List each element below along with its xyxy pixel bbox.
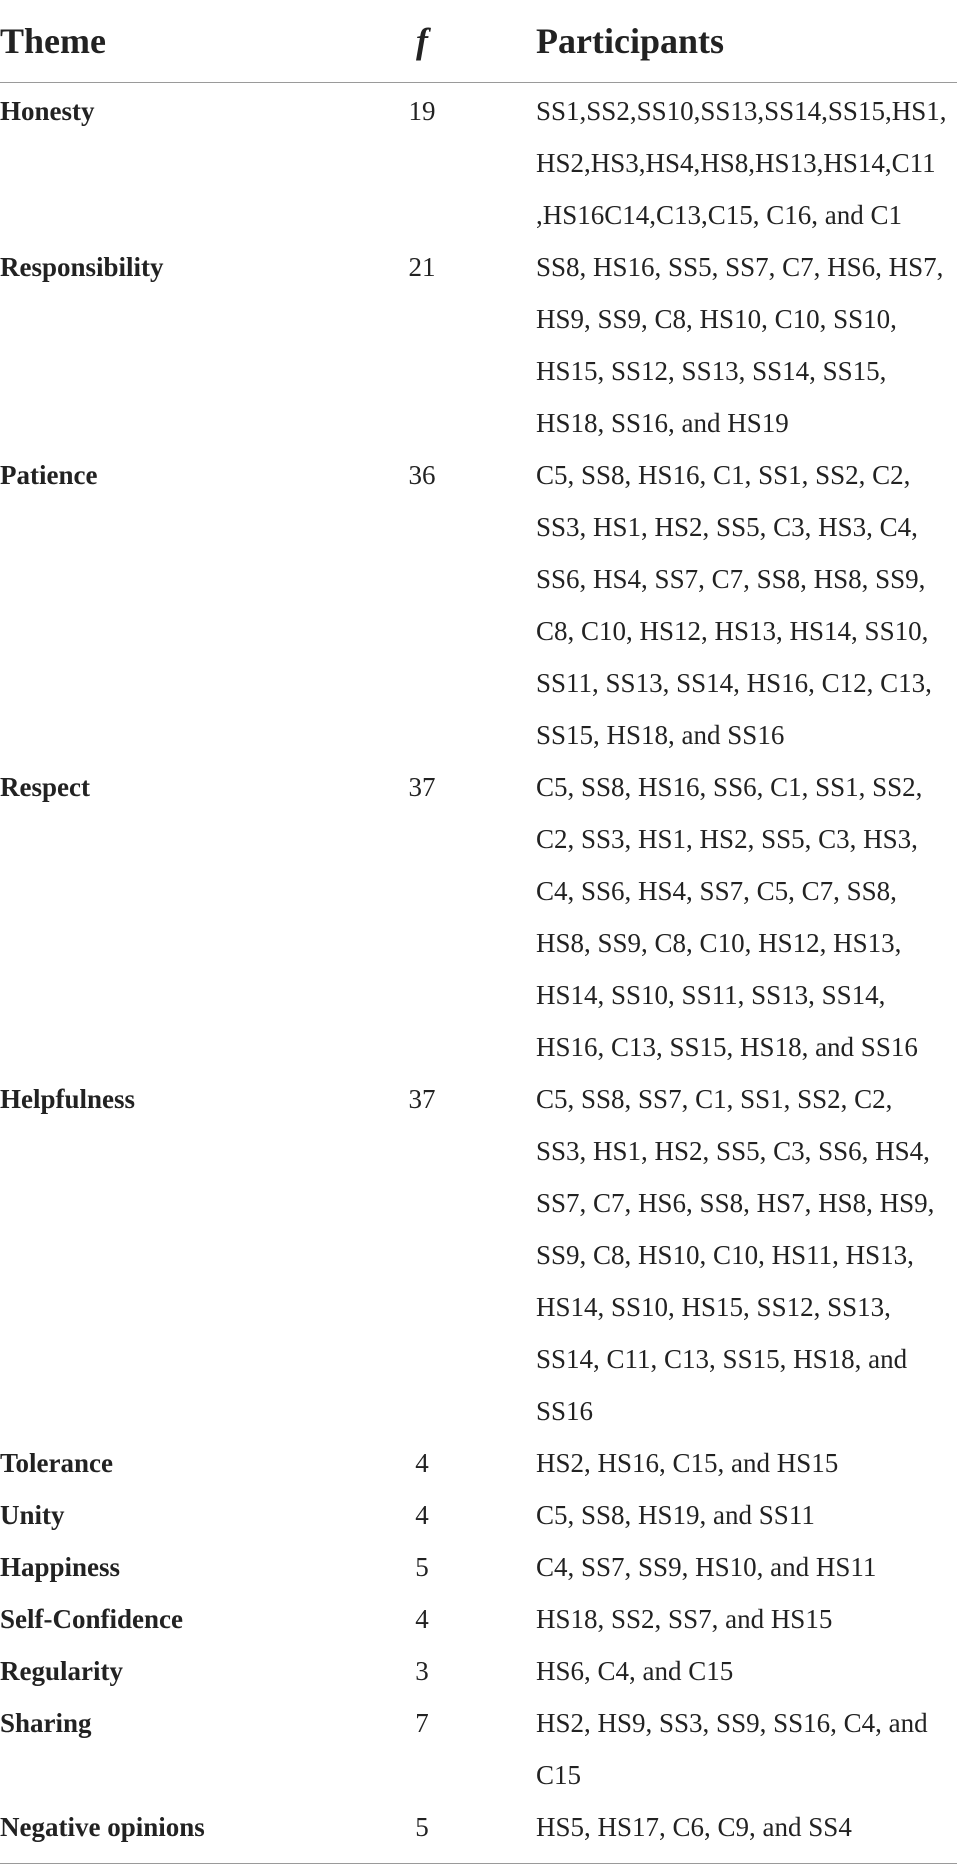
frequency-value: 36 — [408, 460, 436, 490]
header-row — [0, 0, 957, 83]
frequency-value: 37 — [408, 772, 436, 802]
table-row — [0, 1073, 957, 1437]
theme-cell: Patience — [0, 460, 98, 490]
participants-cell: HS6, C4, and C15 — [536, 1656, 734, 1686]
theme-cell: Self-Confidence — [0, 1604, 183, 1634]
theme-cell: Regularity — [0, 1656, 123, 1686]
frequency-cell — [402, 241, 536, 449]
header-theme: Theme — [0, 0, 402, 83]
table-row — [0, 1437, 957, 1489]
participants-cell: HS5, HS17, C6, C9, and SS4 — [536, 1801, 957, 1864]
frequency-value: 7 — [415, 1708, 429, 1738]
participants-cell: SS1,SS2,SS10,SS13,SS14,SS15,HS1, HS2,HS3,HS4,HS8,HS13,HS14,C11 ,HS16C14,C13,C15, C16, and C1 — [536, 96, 947, 230]
table-row — [0, 1697, 957, 1801]
table-row — [0, 449, 957, 761]
theme-cell: Responsibility — [0, 252, 164, 282]
header-frequency-label: f — [416, 21, 428, 61]
theme-cell: Respect — [0, 772, 90, 802]
table-header — [0, 0, 957, 83]
table-row — [0, 1645, 957, 1697]
table-row — [0, 1541, 957, 1593]
frequency-cell — [402, 83, 536, 242]
frequency-value: 19 — [408, 96, 436, 126]
frequency-value: 4 — [415, 1500, 429, 1530]
frequency-value: 21 — [408, 252, 436, 282]
frequency-cell — [402, 761, 536, 1073]
frequency-value: 5 — [415, 1552, 429, 1582]
frequency-cell — [402, 1645, 536, 1697]
frequency-cell — [402, 1593, 536, 1645]
frequency-value: 3 — [415, 1656, 429, 1686]
theme-cell: Sharing — [0, 1708, 92, 1738]
table-row — [0, 1801, 957, 1864]
participants-cell: SS8, HS16, SS5, SS7, C7, HS6, HS7, HS9, SS9, C8, HS10, C10, SS10, HS15, SS12, SS13, SS14, SS15, HS18, SS16, and HS19 — [536, 252, 944, 438]
frequency-value: 37 — [408, 1084, 436, 1114]
theme-cell: Happiness — [0, 1552, 121, 1582]
table-row — [0, 1489, 957, 1541]
theme-cell: Unity — [0, 1500, 65, 1530]
participants-cell: C5, SS8, SS7, C1, SS1, SS2, C2, SS3, HS1, HS2, SS5, C3, SS6, HS4, SS7, C7, HS6, SS8, HS7, HS8, HS9, SS9, C8, HS10, C10, HS11, HS13, HS14, SS10, HS15, SS12, SS13, SS14, C11, C13, SS15, HS18, and SS16 — [536, 1084, 935, 1426]
theme-cell: Honesty — [0, 96, 95, 126]
frequency-value: 4 — [415, 1604, 429, 1634]
theme-cell: Tolerance — [0, 1448, 113, 1478]
frequency-cell — [402, 1073, 536, 1437]
table-body — [0, 83, 957, 1864]
frequency-value: 4 — [415, 1448, 429, 1478]
participants-cell: C5, SS8, HS19, and SS11 — [536, 1500, 815, 1530]
frequency-cell — [402, 1801, 536, 1864]
participants-cell: C4, SS7, SS9, HS10, and HS11 — [536, 1552, 877, 1582]
frequency-cell — [402, 1541, 536, 1593]
participants-cell: C5, SS8, HS16, SS6, C1, SS1, SS2, C2, SS3, HS1, HS2, SS5, C3, HS3, C4, SS6, HS4, SS7, C5, C7, SS8, HS8, SS9, C8, C10, HS12, HS13, HS14, SS10, SS11, SS13, SS14, HS16, C13, SS15, HS18, and SS16 — [536, 772, 923, 1062]
participants-cell: HS2, HS9, SS3, SS9, SS16, C4, and C15 — [536, 1708, 928, 1790]
frequency-cell — [402, 1489, 536, 1541]
frequency-cell — [402, 1437, 536, 1489]
table-row — [0, 1593, 957, 1645]
frequency-value: 5 — [415, 1812, 429, 1842]
frequency-cell — [402, 449, 536, 761]
theme-cell: Helpfulness — [0, 1084, 136, 1114]
table-row — [0, 761, 957, 1073]
participants-cell: HS2, HS16, C15, and HS15 — [536, 1448, 839, 1478]
frequency-cell — [402, 1697, 536, 1801]
participants-cell: HS18, SS2, SS7, and HS15 — [536, 1604, 833, 1634]
table-row — [0, 241, 957, 449]
table-row — [0, 83, 957, 242]
header-frequency — [402, 0, 536, 83]
theme-cell: Negative opinions — [0, 1801, 402, 1864]
participants-cell: C5, SS8, HS16, C1, SS1, SS2, C2, SS3, HS1, HS2, SS5, C3, HS3, C4, SS6, HS4, SS7, C7, SS8, HS8, SS9, C8, C10, HS12, HS13, HS14, SS10, SS11, SS13, SS14, HS16, C12, C13, SS15, HS18, and SS16 — [536, 460, 932, 750]
header-participants: Participants — [536, 0, 957, 83]
